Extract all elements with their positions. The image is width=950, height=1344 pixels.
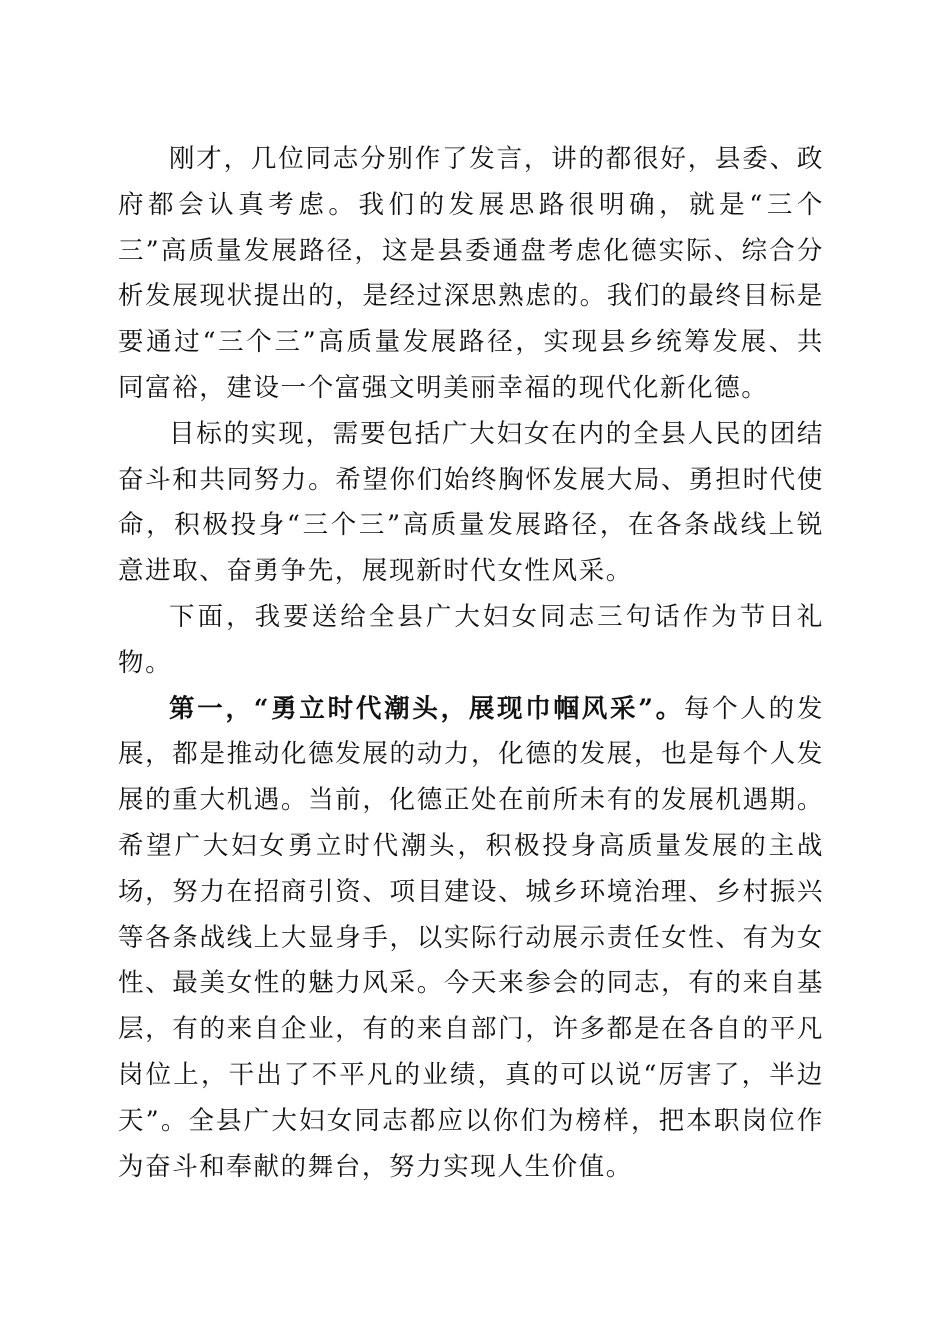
paragraph-3-text: 下面，我要送给全县广大妇女同志三句话作为节日礼物。 [118, 601, 824, 678]
paragraph-2-text: 目标的实现，需要包括广大妇女在内的全县人民的团结奋斗和共同努力。希望你们始终胸怀发展大局、勇担时代使命，积极投身“三个三”高质量发展路径，在各条战线上锐意进取、奋勇争先，展现新时代女性风采。 [118, 418, 824, 587]
document-body [118, 137, 824, 1190]
paragraph-4 [118, 687, 824, 1191]
paragraph-2 [118, 412, 824, 595]
paragraph-4-text: 每个人的发展，都是推动化德发展的动力，化德的发展，也是每个人发展的重大机遇。当前，化德正处在前所未有的发展机遇期。希望广大妇女勇立时代潮头，积极投身高质量发展的主战场，努力在招商引资、项目建设、城乡环境治理、乡村振兴等各条战线上大显身手，以实际行动展示责任女性、有为女性、最美女性的魅力风采。今天来参会的同志，有的来自基层，有的来自企业，有的来自部门，许多都是在各自的平凡岗位上，干出了不平凡的业绩，真的可以说“厉害了，半边天”。全县广大妇女同志都应以你们为榜样，把本职岗位作为奋斗和奉献的舞台，努力实现人生价值。 [118, 693, 824, 1182]
paragraph-1 [118, 137, 824, 412]
paragraph-4-heading: 第一，“勇立时代潮头，展现巾帼风采”。 [169, 693, 684, 724]
paragraph-1-text: 刚才，几位同志分别作了发言，讲的都很好，县委、政府都会认真考虑。我们的发展思路很明确，就是“三个三”高质量发展路径，这是县委通盘考虑化德实际、综合分析发展现状提出的，是经过深思熟虑的。我们的最终目标是要通过“三个三”高质量发展路径，实现县乡统筹发展、共同富裕，建设一个富强文明美丽幸福的现代化新化德。 [118, 144, 824, 403]
paragraph-3 [118, 595, 824, 687]
